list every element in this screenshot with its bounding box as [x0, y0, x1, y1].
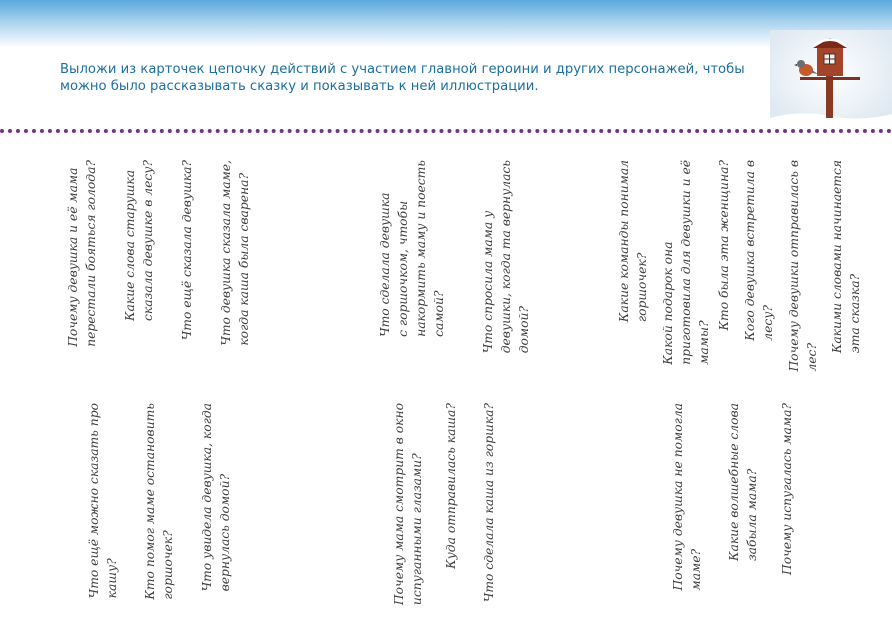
question-card: Какие волшебные слова забыла мама? [727, 403, 759, 562]
question-card: Что спросила мама у девушки, когда та вернулась домой? [481, 160, 531, 354]
question-card: Что ещё можно сказать про кашу? [87, 403, 119, 599]
question-card: Что ещё сказала девушка? [180, 160, 194, 341]
question-card: Кто была эта женщина? [717, 160, 731, 331]
question-card: Кто помог маме остановить горшочек? [143, 403, 175, 600]
question-card: Кого девушка встретила в лесу? [743, 160, 775, 341]
header-sky-band [0, 0, 892, 48]
birdhouse-illustration [770, 30, 892, 128]
question-card: Почему мама смотрит в окно испуганными глазами? [392, 403, 424, 606]
question-card: Почему девушки отправилась в лес? [787, 160, 819, 372]
question-card: Какие команды понимал горшочек? [617, 160, 649, 323]
question-card: Почему девушка не помогла маме? [671, 403, 703, 591]
question-card: Что девушка сказала маме, когда каша была сварена? [219, 160, 251, 346]
instruction-text: Выложи из карточек цепочку действий с участием главной героини и других персонажей, чтобы можно было рассказывать сказку и показывать к ней иллюстрации. [60, 62, 745, 94]
question-card: Почему девушка и её мама перестали бояться голода? [66, 160, 98, 347]
question-card: Почему испугалась мама? [780, 403, 794, 575]
question-card: Куда отправилась каша? [444, 403, 458, 569]
question-card: Что увидела девушка, когда вернулась домой? [200, 403, 232, 592]
question-card: Что сделала девушка с горшочком, чтобы накормить маму и поесть самой? [378, 160, 446, 337]
question-card: Какими словами начинается эта сказка? [830, 160, 862, 354]
dotted-divider [0, 129, 892, 133]
question-card: Что сделала каша из горшка? [482, 403, 496, 603]
question-card: Какой подарок она приготовила для девушки и её мамы? [661, 160, 711, 365]
question-card: Какие слова старушка сказала девушке в лесу? [123, 160, 155, 321]
